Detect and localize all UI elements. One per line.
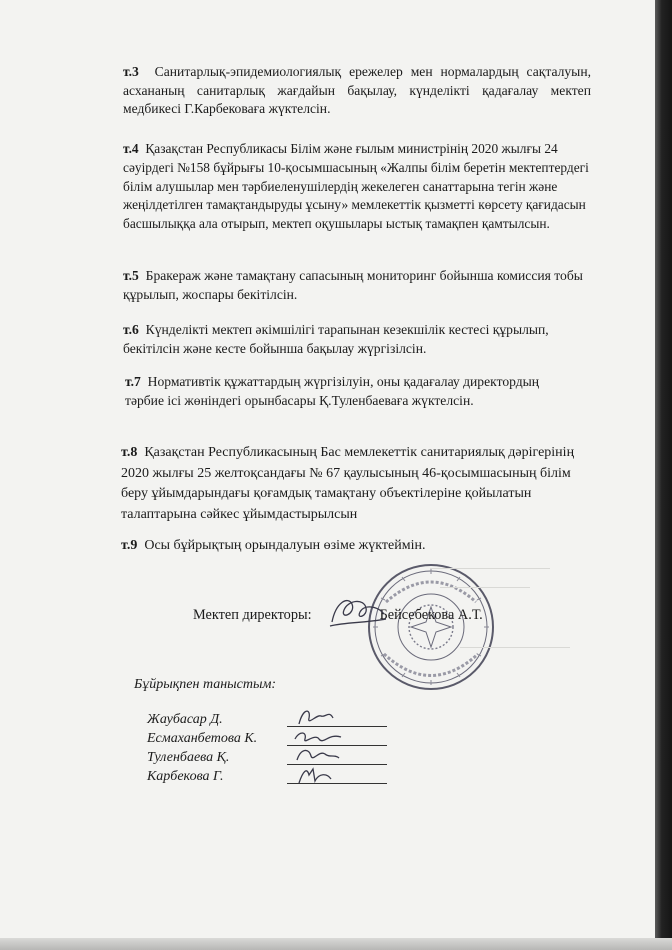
paragraph-text: Санитарлық-эпидемиологиялық ережелер мен нормалардың сақталуын, асхананың санитарлық жағдайын бақылау, күнделікті қадағалау мектеп медбикесі Г.Карбековаға жүктелсін. [123, 64, 591, 116]
paragraph-text: Нормативтік құжаттардың жүргізілуін, оны қадағалау директордың тәрбие ісі жөніндегі орынбасары Қ.Туленбаеваға жүктелсін. [125, 374, 540, 408]
paragraph-3 [123, 63, 591, 119]
paragraph-number: т.5 [123, 268, 139, 283]
paragraph-number: т.9 [121, 538, 138, 553]
paragraph-number: т.3 [123, 64, 139, 79]
paragraph-text: Қазақстан Республикасы Білім және ғылым министрінің 2020 жылғы 24 сәуірдегі №158 бұйрығы 10-қосымшасының «Жалпы білім беретін мектептердегі білім алушылар мен тәрбиеленушілердің жекелеген санаттарына тегін және жеңілдетілген тамақтандыруды ұсыну» мемлекеттік қызметті көрсету қағидасын басшылыққа ала отырып, мектеп оқушылары ыстық тамақпен қамтылсын. [123, 141, 589, 232]
paragraph-9 [121, 537, 541, 556]
paragraph-5 [123, 267, 583, 304]
scan-artifact [440, 587, 530, 588]
paragraph-number: т.4 [123, 141, 139, 156]
paragraph-number: т.7 [125, 374, 141, 389]
paragraph-text: Осы бұйрықтың орындалуын өзіме жүктеймін. [144, 538, 426, 553]
paragraph-7 [125, 373, 580, 410]
paragraph-text: Күнделікті мектеп әкімшілігі тарапынан кезекшілік кестесі құрылып, бекітілсін және кесте бойынша бақылау жүргізілсін. [123, 322, 549, 356]
scan-artifact [430, 568, 550, 569]
paragraph-number: т.6 [123, 322, 139, 337]
paragraph-text: Бракераж және тамақтану сапасының мониторинг бойынша комиссия тобы құрылып, жоспары бекітілсін. [123, 268, 583, 302]
paragraph-6 [123, 321, 578, 358]
scanner-edge [655, 0, 672, 950]
director-name: Бейсебекова А.Т. [379, 607, 483, 623]
director-signature-icon [326, 592, 388, 632]
acknowledgement-name: Есмаханбетова К. [147, 731, 258, 746]
acknowledgement-title: Бұйрықпен таныстым: [134, 677, 277, 692]
acknowledgement-name: Туленбаева Қ. [147, 750, 230, 765]
acknowledgement-name: Жаубасар Д. [147, 712, 223, 727]
scan-artifact [460, 647, 570, 648]
paragraph-text: Қазақстан Республикасының Бас мемлекеттік санитариялық дәрігерінің 2020 жылғы 25 желтоқсандағы № 67 қаулысының 46-қосымшасының білім беру ұйымдарындағы қоғамдық тамақтану объектілеріне қойылатын талаптарына сәйкес ұйымдастырылсын [121, 445, 575, 522]
scanner-bottom-edge [0, 938, 672, 950]
director-label: Мектеп директоры: [193, 607, 312, 623]
paragraph-number: т.8 [121, 445, 138, 460]
handwritten-signature-icon [289, 763, 349, 787]
acknowledgement-name: Карбекова Г. [147, 769, 224, 784]
paragraph-4 [123, 140, 598, 234]
paragraph-8 [121, 443, 595, 525]
